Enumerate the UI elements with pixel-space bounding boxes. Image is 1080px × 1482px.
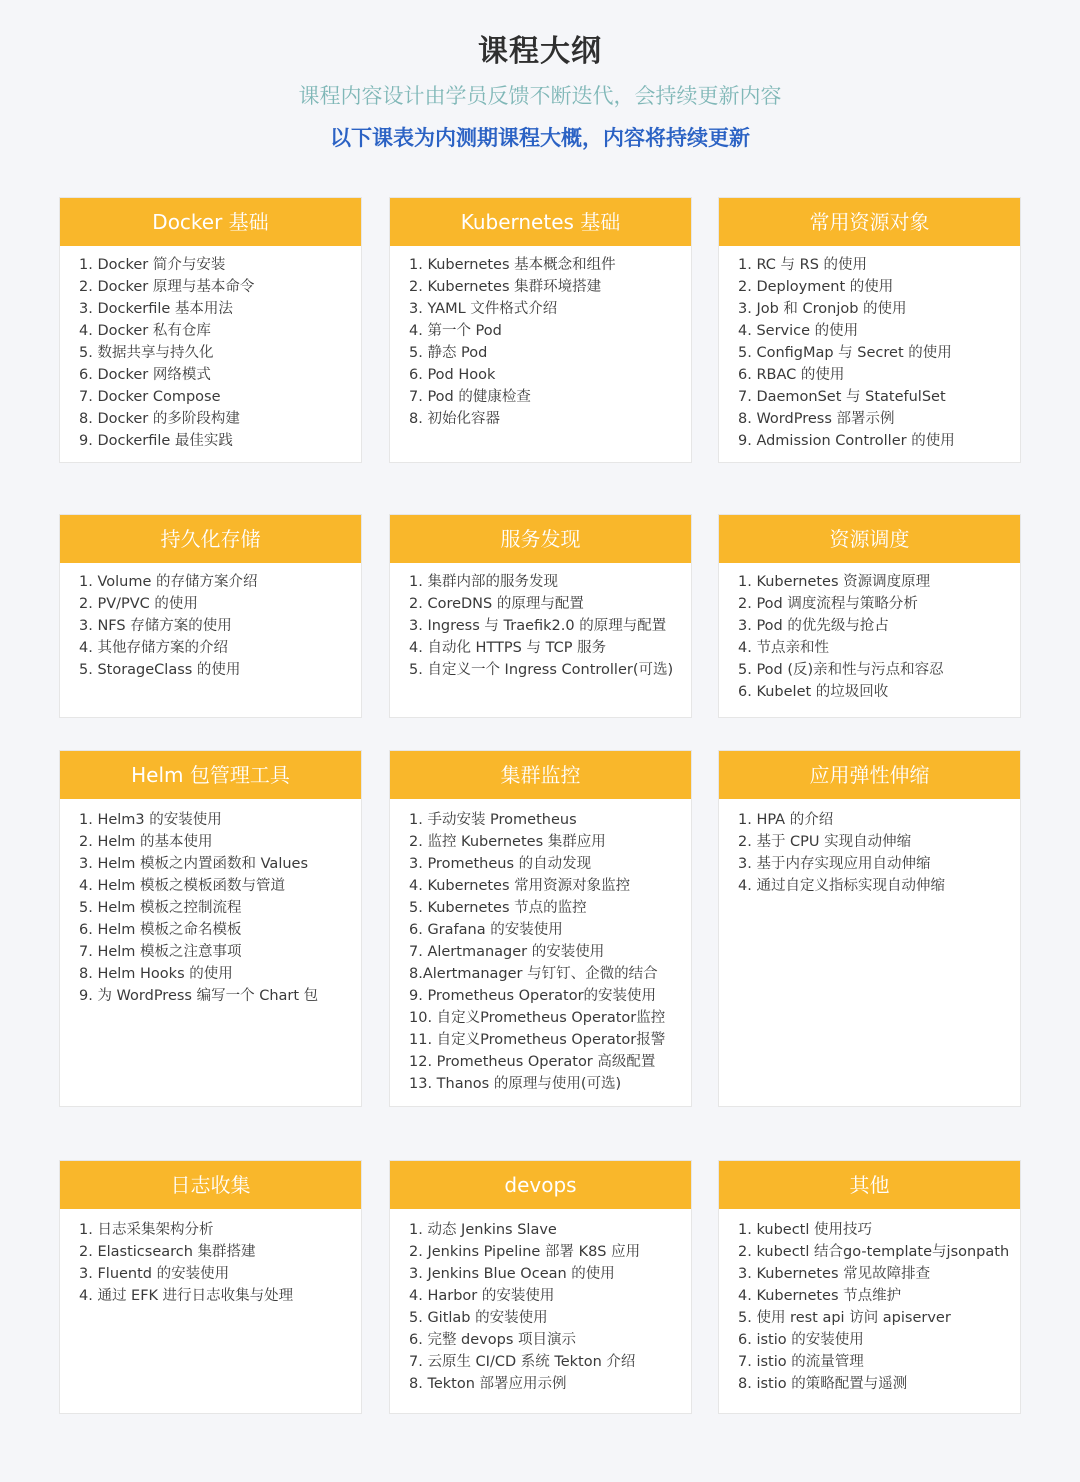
section-title: 集群监控 — [390, 751, 691, 799]
list-item: 1. Volume 的存储方案介绍 — [79, 574, 258, 590]
list-item: 1. Helm3 的安装使用 — [79, 812, 222, 828]
list-item: 4. 自动化 HTTPS 与 TCP 服务 — [409, 640, 607, 656]
list-item: 1. RC 与 RS 的使用 — [738, 257, 868, 273]
section-items — [390, 246, 691, 430]
list-item: 6. istio 的安装使用 — [738, 1332, 864, 1348]
list-item: 9. Dockerfile 最佳实践 — [79, 433, 233, 449]
list-item: 4. 通过自定义指标实现自动伸缩 — [738, 878, 945, 894]
section-card — [718, 1160, 1021, 1414]
list-item: 6. Docker 网络模式 — [79, 367, 211, 383]
list-item: 2. 基于 CPU 实现自动伸缩 — [738, 834, 912, 850]
list-item: 2. CoreDNS 的原理与配置 — [409, 596, 584, 612]
list-item: 1. Docker 简介与安装 — [79, 257, 226, 273]
list-item: 1. Kubernetes 基本概念和组件 — [409, 257, 616, 273]
list-item: 1. 集群内部的服务发现 — [409, 574, 558, 590]
section-title: 持久化存储 — [60, 515, 361, 563]
list-item: 3. Helm 模板之内置函数和 Values — [79, 856, 309, 872]
list-item: 11. 自定义Prometheus Operator报警 — [409, 1032, 666, 1048]
section-card — [59, 197, 362, 463]
list-item: 5. Kubernetes 节点的监控 — [409, 900, 587, 916]
list-item: 1. 动态 Jenkins Slave — [409, 1222, 557, 1238]
section-items — [60, 563, 361, 681]
list-item: 7. DaemonSet 与 StatefulSet — [738, 389, 946, 405]
list-item: 2. Deployment 的使用 — [738, 279, 894, 295]
list-item: 2. 监控 Kubernetes 集群应用 — [409, 834, 606, 850]
section-items — [390, 563, 691, 681]
list-item: 1. HPA 的介绍 — [738, 812, 834, 828]
list-item: 4. 通过 EFK 进行日志收集与处理 — [79, 1288, 294, 1304]
section-title: Docker 基础 — [60, 198, 361, 246]
section-card — [718, 514, 1021, 718]
list-item: 8. Tekton 部署应用示例 — [409, 1376, 567, 1392]
list-item: 5. 自定义一个 Ingress Controller(可选) — [409, 662, 674, 678]
list-item: 2. Pod 调度流程与策略分析 — [738, 596, 918, 612]
list-item: 4. Helm 模板之模板函数与管道 — [79, 878, 286, 894]
list-item: 8.Alertmanager 与钉钉、企微的结合 — [409, 966, 658, 982]
list-item: 3. Pod 的优先级与抢占 — [738, 618, 889, 634]
section-items — [390, 1209, 691, 1395]
list-item: 8. Helm Hooks 的使用 — [79, 966, 233, 982]
section-title: 常用资源对象 — [719, 198, 1020, 246]
section-title: 日志收集 — [60, 1161, 361, 1209]
list-item: 6. Kubelet 的垃圾回收 — [738, 684, 889, 700]
section-title: Kubernetes 基础 — [390, 198, 691, 246]
section-title: 其他 — [719, 1161, 1020, 1209]
list-item: 5. 静态 Pod — [409, 345, 488, 361]
list-item: 3. Dockerfile 基本用法 — [79, 301, 233, 317]
list-item: 2. Docker 原理与基本命令 — [79, 279, 255, 295]
list-item: 9. 为 WordPress 编写一个 Chart 包 — [79, 988, 319, 1004]
list-item: 3. Jenkins Blue Ocean 的使用 — [409, 1266, 615, 1282]
section-card — [389, 197, 692, 463]
list-item: 4. Docker 私有仓库 — [79, 323, 211, 339]
section-title: Helm 包管理工具 — [60, 751, 361, 799]
section-card — [389, 514, 692, 718]
list-item: 1. 手动安装 Prometheus — [409, 812, 577, 828]
page-notice: 以下课表为内测期课程大概，内容将持续更新 — [330, 126, 750, 150]
list-item: 6. Pod Hook — [409, 367, 496, 383]
list-item: 4. 第一个 Pod — [409, 323, 502, 339]
section-items — [719, 246, 1020, 452]
list-item: 4. Service 的使用 — [738, 323, 859, 339]
list-item: 8. 初始化容器 — [409, 411, 500, 427]
list-item: 3. Job 和 Cronjob 的使用 — [738, 301, 907, 317]
list-item: 4. Kubernetes 常用资源对象监控 — [409, 878, 631, 894]
list-item: 8. Docker 的多阶段构建 — [79, 411, 240, 427]
list-item: 3. NFS 存储方案的使用 — [79, 618, 232, 634]
list-item: 1. 日志采集架构分析 — [79, 1222, 214, 1238]
list-item: 5. 使用 rest api 访问 apiserver — [738, 1310, 951, 1326]
list-item: 3. YAML 文件格式介绍 — [409, 301, 558, 317]
list-item: 9. Admission Controller 的使用 — [738, 433, 955, 449]
list-item: 4. 其他存储方案的介绍 — [79, 640, 228, 656]
list-item: 3. Fluentd 的安装使用 — [79, 1266, 230, 1282]
list-item: 2. Kubernetes 集群环境搭建 — [409, 279, 602, 295]
list-item: 2. PV/PVC 的使用 — [79, 596, 198, 612]
list-item: 7. istio 的流量管理 — [738, 1354, 864, 1370]
list-item: 6. 完整 devops 项目演示 — [409, 1332, 576, 1348]
list-item: 1. Kubernetes 资源调度原理 — [738, 574, 931, 590]
list-item: 8. istio 的策略配置与遥测 — [738, 1376, 908, 1392]
list-item: 5. StorageClass 的使用 — [79, 662, 241, 678]
section-card — [389, 1160, 692, 1414]
section-card — [389, 750, 692, 1107]
section-items — [719, 1209, 1020, 1395]
section-title: 应用弹性伸缩 — [719, 751, 1020, 799]
section-items — [60, 1209, 361, 1307]
list-item: 2. kubectl 结合go-template与jsonpath — [738, 1244, 1010, 1260]
section-items — [719, 563, 1020, 703]
list-item: 6. Grafana 的安装使用 — [409, 922, 563, 938]
list-item: 4. Kubernetes 节点维护 — [738, 1288, 902, 1304]
section-items — [60, 799, 361, 1007]
section-items — [390, 799, 691, 1095]
list-item: 2. Elasticsearch 集群搭建 — [79, 1244, 256, 1260]
list-item: 3. Ingress 与 Traefik2.0 的原理与配置 — [409, 618, 667, 634]
list-item: 7. Pod 的健康检查 — [409, 389, 531, 405]
list-item: 7. 云原生 CI/CD 系统 Tekton 介绍 — [409, 1354, 636, 1370]
list-item: 5. Pod (反)亲和性与污点和容忍 — [738, 662, 944, 678]
list-item: 12. Prometheus Operator 高级配置 — [409, 1054, 656, 1070]
page-subtitle: 课程内容设计由学员反馈不断迭代，会持续更新内容 — [298, 84, 782, 108]
section-title: 服务发现 — [390, 515, 691, 563]
list-item: 7. Helm 模板之注意事项 — [79, 944, 242, 960]
list-item: 5. Helm 模板之控制流程 — [79, 900, 242, 916]
list-item: 3. Kubernetes 常见故障排查 — [738, 1266, 931, 1282]
section-title: 资源调度 — [719, 515, 1020, 563]
section-card — [718, 750, 1021, 1107]
list-item: 10. 自定义Prometheus Operator监控 — [409, 1010, 666, 1026]
section-card — [59, 750, 362, 1107]
list-item: 5. ConfigMap 与 Secret 的使用 — [738, 345, 952, 361]
list-item: 6. RBAC 的使用 — [738, 367, 845, 383]
section-title: devops — [390, 1161, 691, 1209]
list-item: 2. Helm 的基本使用 — [79, 834, 213, 850]
list-item: 13. Thanos 的原理与使用(可选) — [409, 1076, 622, 1092]
section-card — [718, 197, 1021, 463]
list-item: 2. Jenkins Pipeline 部署 K8S 应用 — [409, 1244, 641, 1260]
page-title: 课程大纲 — [478, 34, 602, 69]
list-item: 8. WordPress 部署示例 — [738, 411, 895, 427]
list-item: 5. 数据共享与持久化 — [79, 345, 214, 361]
list-item: 3. Prometheus 的自动发现 — [409, 856, 592, 872]
list-item: 4. 节点亲和性 — [738, 640, 829, 656]
list-item: 7. Docker Compose — [79, 389, 221, 405]
list-item: 9. Prometheus Operator的安装使用 — [409, 988, 657, 1004]
list-item: 5. Gitlab 的安装使用 — [409, 1310, 548, 1326]
list-item: 6. Helm 模板之命名模板 — [79, 922, 242, 938]
list-item: 4. Harbor 的安装使用 — [409, 1288, 555, 1304]
section-card — [59, 1160, 362, 1414]
list-item: 1. kubectl 使用技巧 — [738, 1222, 873, 1238]
list-item: 3. 基于内存实现应用自动伸缩 — [738, 856, 931, 872]
section-card — [59, 514, 362, 718]
section-items — [719, 799, 1020, 897]
list-item: 7. Alertmanager 的安装使用 — [409, 944, 605, 960]
section-items — [60, 246, 361, 452]
